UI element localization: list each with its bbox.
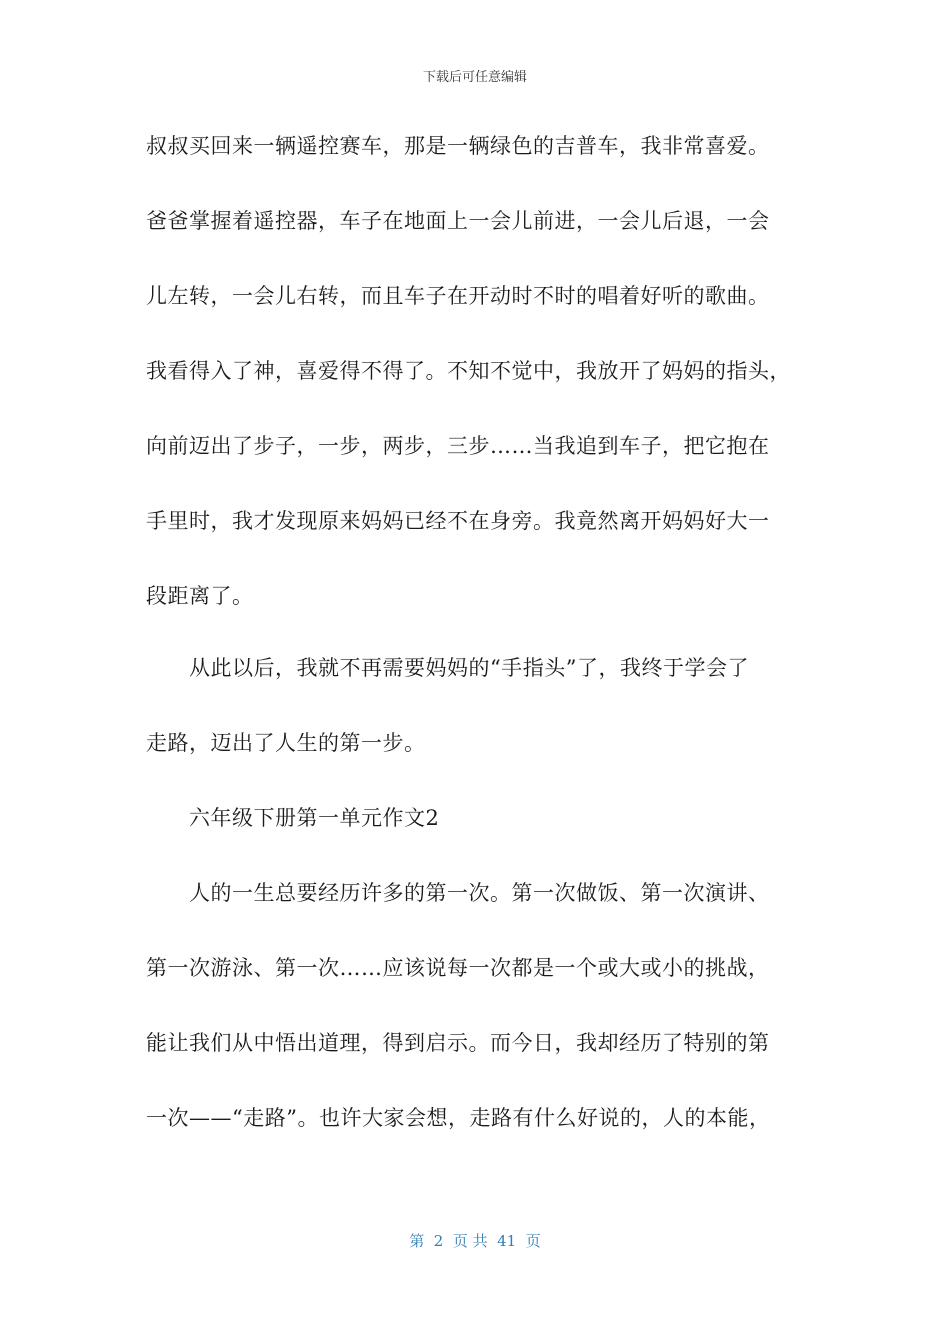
- text-line: 能让我们从中悟出道理，得到启示。而今日，我却经历了特别的第: [146, 1031, 770, 1055]
- text-line: 儿左转，一会儿右转，而且车子在开动时不时的唱着好听的歌曲。: [146, 284, 770, 308]
- text-line: 叔叔买回来一辆遥控赛车，那是一辆绿色的吉普车，我非常喜爱。: [146, 134, 770, 158]
- text-line: 向前迈出了步子，一步，两步，三步……当我追到车子，把它抱在: [146, 434, 770, 458]
- paragraph-first-line: 从此以后，我就不再需要妈妈的“手指头”了，我终于学会了: [189, 656, 749, 680]
- section-heading: 六年级下册第一单元作文2: [189, 806, 440, 830]
- text-line: 我看得入了神，喜爱得不得了。不知不觉中，我放开了妈妈的指头，: [146, 359, 791, 383]
- paragraph-first-line: 人的一生总要经历许多的第一次。第一次做饭、第一次演讲、: [189, 881, 770, 905]
- text-line: 手里时，我才发现原来妈妈已经不在身旁。我竟然离开妈妈好大一: [146, 509, 770, 533]
- text-line: 第一次游泳、第一次……应该说每一次都是一个或大或小的挑战，: [146, 956, 770, 980]
- text-line: 一次——“走路”。也许大家会想，走路有什么好说的，人的本能，: [146, 1106, 771, 1130]
- text-line: 段距离了。: [146, 584, 254, 608]
- text-line: 走路，迈出了人生的第一步。: [146, 731, 426, 755]
- page-footer: 第 2 页 共 41 页: [409, 1232, 541, 1250]
- text-line: 爸爸掌握着遥控器，车子在地面上一会儿前进，一会儿后退，一会: [146, 209, 770, 233]
- page-header: 下载后可任意编辑: [422, 70, 527, 85]
